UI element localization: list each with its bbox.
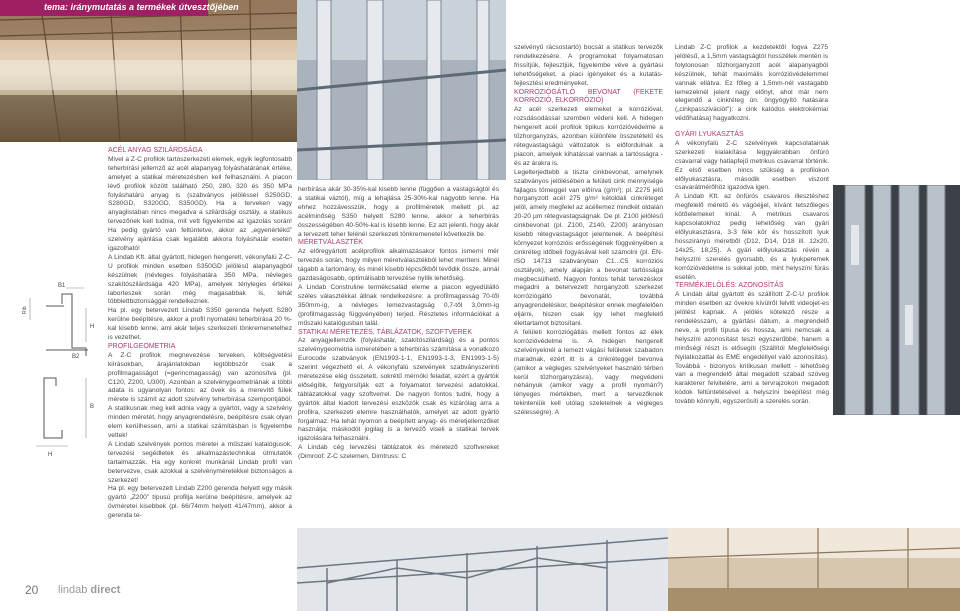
label-b1: B1 (58, 283, 66, 289)
paragraph: Az acél szerkezeti elemeket a korrózióval, rozsdásodással szemben védeni kell. A hidegen hengerelt acél profilok tipikus korrózióvédelme a tűzhorganyzás, azonban különféle összetételű és rétegvastagságú változatok is előfordulnak a piacon, amelyek kihatással vannak a tartósságra - és az árakra is. (514, 106, 663, 167)
riding-hall-photo (668, 528, 960, 611)
heading-size-range: MÉRETVÁLASZTÉK (298, 239, 363, 247)
column-4 (675, 131, 829, 407)
paragraph: Az anyagjellemzők (folyáshatár, szakítószilárdság) és a pontos szelvénygeometria ismeretében a teherbírás számítása a vonatkozó Eurocode szabványok (EN1993-1-1, EN1993-1-3, EN1993-1-5) szerint végezhető el. A vékonyfalú szelvények szabványszerinti méretezése elég összetett, sokrétű mérnöki feladat, ezért a gyártók előségítik, felgyorsítják ezt a folyamatot tervezési adatokkal, táblázatokkal vagy szoftverrel. De nagyon fontos tudni, hogy a gyártók által kiadott tervezési eszközök csak és kizárólag arra a profilra, szerkezeti elemre használhatók, amelyet az adott gyártó forgalmaz. Ha tehát nyomon a beépített anyag- és méretjellemzőket használja; máskodót jogilag is a tervező viseli a statikai tervek igazolására felhasználni. (298, 337, 499, 443)
heading-factory-punching: GYÁRI LYUKASZTÁS (675, 131, 744, 138)
column-4-top (675, 44, 828, 124)
label-b: B (90, 404, 95, 410)
section-banner (0, 0, 239, 16)
heading-profile-geometry: PROFILGEOMETRIA (108, 342, 176, 350)
brand-logo (58, 584, 120, 596)
heading-product-marking: TERMÉKJELÖLÉS: AZONOSÍTÁS (675, 282, 784, 290)
label-h-bottom: H (48, 452, 53, 458)
profile-section-drawing (16, 278, 102, 470)
paragraph: A Lindab Kft. által gyártott, hidegen hengerelt, vékonyfalú Z-C-U profilok minden esetben S350GD jelölésű alapanyagból készülnek (névleges folyáshatára 350 MPa, névleges szakítószilárdsága 420 MPa), amelyek tényleges értékei laborteszek során még magasabbak is, tehát többlettbiztonsággal rendelkeznek. (108, 253, 292, 306)
label-h: H (90, 324, 95, 330)
column-2 (298, 186, 499, 462)
paragraph: A Lindab Construline termékcsalád eleme a piacon egyedülálló széles választékkal állnak rendelkezésre: a profilmagasság 70-től 350mm-ig, a névleges lemezvastagság 0,7-től 3,0mm-ig (profilmagasság függvényében) terjed. Részletes információkat a műszaki katalógusban talál. (298, 283, 499, 327)
steel-structure-photo (297, 528, 668, 611)
paragraph: szelvényű rácsostartó) bocsát a statikus tervezők rendelkezésére. A programokat folyamatosan frissítjük, fejlesztjük, figyelembe véve a gyártási lehetőségeket, a piaci igényeket és a kutatás-fejlesztési eredményeket. (514, 44, 663, 87)
steel-frame-photo (297, 0, 506, 180)
heading-corrosion: KORRÓZIÓGÁTLÓ BEVONAT (FEKETE KORRÓZIÓ, ELKORRÓZIÓ) (514, 88, 663, 105)
column-3 (514, 44, 663, 418)
paragraph: Ha pl. egy betervezett Lindab Z200 gerenda helyett egy másik gyártó „Z200” típusú profilja kerülne beépítésre, amelyek az övméretei kisebbek (pl. 66/74mm helyett 41/47mm), akkor a gerenda te- (108, 485, 292, 520)
paragraph: A Lindab szelvények pontos méretei a műszaki katalógusok, tervezési segédletek és alkalmazástechnikai útmutatók tartalmazzák. Ha egy konkrét munkánál Lindab profil van betervezve, csak azokkal a szelvényméretekkel biztonságos a szerkezet! (108, 440, 292, 484)
paragraph: A felületi korróziógátlás mellett fontos az élek korrózióvédelme is. A hidegen hengerelt szelvényeknél a lemezt vágási felületek szabadon maradnak, ezért itt is a cinkréteggel bevonva (amikor a végleges szelvényeket használó térben kerül tűzhorganyzásra), vagy megvédeni néhányuk (amikor vagy a profil nyomán?) lényeges mértékben, mert a tervezőknek tekinteniük kell utólag szeletelnek a végleges szélességre). A (514, 329, 663, 417)
page-number: 20 (25, 583, 39, 597)
label-b2: B2 (72, 354, 80, 360)
paragraph: A Lindab Kft. az önfúrós csavaros illesztéshez megfelelő méretű és vágóéjjel, kívánt tetszőleges kötőelemeket kínál. A metrikus csavaros kapcsolatokhoz pedig lehetőség van gyári előlyukasztásra, 3-3 féle kör és hosszított lyuk hosszirányú méretből (D12, D14, D18 ill. 12x20, 14x25, 18,25). A gyári előlyukasztás révén a helyszíni szerelés gyorsabb, és a lyukperemek korrózióvédelme is sokkal jobb, mint helyszíni fúrás esetén. (675, 193, 829, 281)
brand-suffix: direct (90, 584, 121, 596)
paragraph: Ha pl. egy betervezett Lindab S350 gerenda helyett S280 kerülne beépítésre, akkor a profil nyomatéki teherbírása 20 %-kal kisebb lenne, ami akár teljes szerkezeti tönkremenetelhez is vezethet. (108, 307, 292, 342)
paragraph: Legelterjedtebb a tiszta cinkbevonat, amelynek szabványos jelölésében a felületi cink mennyisége fajlagos tömeggel van előírva (g/m²); pl. Z275 jelű horganyzott acél 275 g/m² kétoldali cinkréteget jelöl, amely megfelel az acéllemez mindkét oldalán 20-20 µm rétegvastagságnak. De pl. Z100 jelölésű cinkbevonat (pl. Z100, Z140, Z200) arányosan kisebb rétegvastagságot jelentenek. A beépítési környezet korrózióis erősségének függvényében a cinkréteg időbeli fogyásával kell számolni (pl. EN-ISO 14713 szabványban C1...C5 korróziós osztályok), amely alapján a bevonat tartóssága megbecsülhető. Nagyon fontos tehát tervezéskor megadni a betervezett horganyzott szerkezet korróziógátló bevonatát, továbbá anyagrendeléskor, beépítéskor ennek megfelelően eljárni, hiszen csak így lehet megfelelő élettartamot biztosítani. (514, 168, 663, 328)
paragraph: A Z-C profilok megnevezése terveken, költségvetési kiírásokban, árajánlatokban legtöbbször csak a profilmagasságot (=gerincmagasság) van azonosítva (pl. C120, Z200, U300). Azonban a szelvénygeometriának a többi adata is ugyanolyan fontos: az övek és a merevítő fülek mérete is számít az adott szelvény teherbírása szempontjából. A statikusnak meg kell adnia vagy a gyártót, vagy a szelvény minden méretét, hogy anyagrendelésre, beépítésre csak olyan elem kerülhessen, ami a statikai számításban is figyelembe vettek! (108, 351, 292, 439)
brand-prefix: lindab (58, 584, 88, 596)
paragraph: A Lindab által gyártott és szállított Z-C-U profilok minden esetben az övekre kívülről felvitt videojet-es jelölést kapnak. A jelölés kötelező része a rendelésszám, a gyártási dátum, a megrendelő neve, a profil típusa és hossza, ami nemcsak a helyszíni azonosítást teszi egyszerűbbé, hanem a minőségi részt is elősegíti (Szállítói Megfelelőségi Nyilatkozattal és EME engedéllyel való azonosítás). Továbbá - bizonyos kritikusan mellett - lehetőség van a megrendelő által megadott szabad szöveg karakterer felvitelére, ami a tervrajzokon megadott kódok feltüntetésével a helyszíni beépítést még tovább könnyíti, egyszerűsíti a szerelés során. (675, 291, 829, 406)
banner-title: tema: iránymutatás a termékek útvesztőjében (44, 2, 239, 12)
paragraph: Mivel a Z-C profilok tartószerkezeti elemek, egyik legfontosabb teherbírási jellemző az acél alapanyag folyáshatárának értéke, amelyet a statikai méretezésben kell felhasználni. A piacon lévő profilok között található 250, 280, 320 és 350 MPa folyáshatárú anyag is (szabványos jelöléssel S250GD, S280GD, S320GD, S350GD). Ha a terveken vagy anyaglistában nincs megadva a szilárdsági osztály, a statikus tervezőnek kell tudnia, mit vett figyelembe az igazolás során! Ha pedig gyártó van feltüntetve, akkor az „egyenértékű” szelvény ajánlása csak legalább akkora folyáshatár esetén igazolható! (108, 155, 292, 252)
paragraph: A vékonyfalú Z-C szelvények kapcsolatainak szerkezeti kialakítása leggyakrabban önfúró csavarral vagy hatlapfejű metrikus csavarral történik. Ez első esetben nincs szükség a profilokon előlyukasztásra, második esetben viszont csavarátmérőhöz igazodva igen. (675, 139, 829, 192)
paragraph: herbírása akár 30-35%-kal kisebb lenne (függően a vastagságtól és a statikai váztól), míg a lehajlása 25-30%-kal nagyobb lenne. Ha ehhez hozzávesszük, hogy a profilméretek mellett pl. az acélminőség S350 helyett S280 lenne, akkor a teherbírás összességében 40-50%-kal is kisebb lenne. Ez azt jelenti, hogy akár a tervezett teher felénél szerkezeti tönkremenetel következik be. (298, 186, 499, 238)
paragraph: Lindab Z-C profilok a kezdetektől fogva Z275 jelölésű, a 1,5mm vastagságtól hosszélek mentén is folytonosan tűzhorganyzott acél alapanyagból készülnek, tehát maximális korrózióvédelemmel vannak ellátva. Ez főleg a 1,5mm-nél vastagabb lemezeknél jelent nagy előnyt, ahol már nem elegendő a cinkréteg ún. öngyógyító hatására („cinkpasszivációt”): a cink katódos elektrokémiai védőhatása) hagyatkozni. (675, 44, 828, 123)
paragraph: Az előregyártott acélprofilok alkalmazásakor fontos ismerni mér tervezés során, hogy milyen méretválasztékból lehet meríteni. Minél tágabb a tartomány, és minél kisebb lépcsőkből tevődik össze, annál gazdaságosabb, optimálisabb tervezése nyílik lehetőség. (298, 248, 499, 283)
paragraph: A Lindab cég tervezési táblázatok és méretező szoftvereket (Dimroof: Z-C szelemen, Dimtruss: C (298, 444, 499, 461)
heading-steel-strength: ACÉL ANYAG SZILÁRDSÁGA (108, 147, 203, 154)
label-rib: Rib (22, 306, 28, 314)
profiles-stack-photo (833, 185, 960, 415)
column-1 (108, 147, 292, 521)
heading-static-design: STATIKAI MÉRETEZÉS, TÁBLÁZATOK, SZOFTVEREK (298, 328, 472, 336)
